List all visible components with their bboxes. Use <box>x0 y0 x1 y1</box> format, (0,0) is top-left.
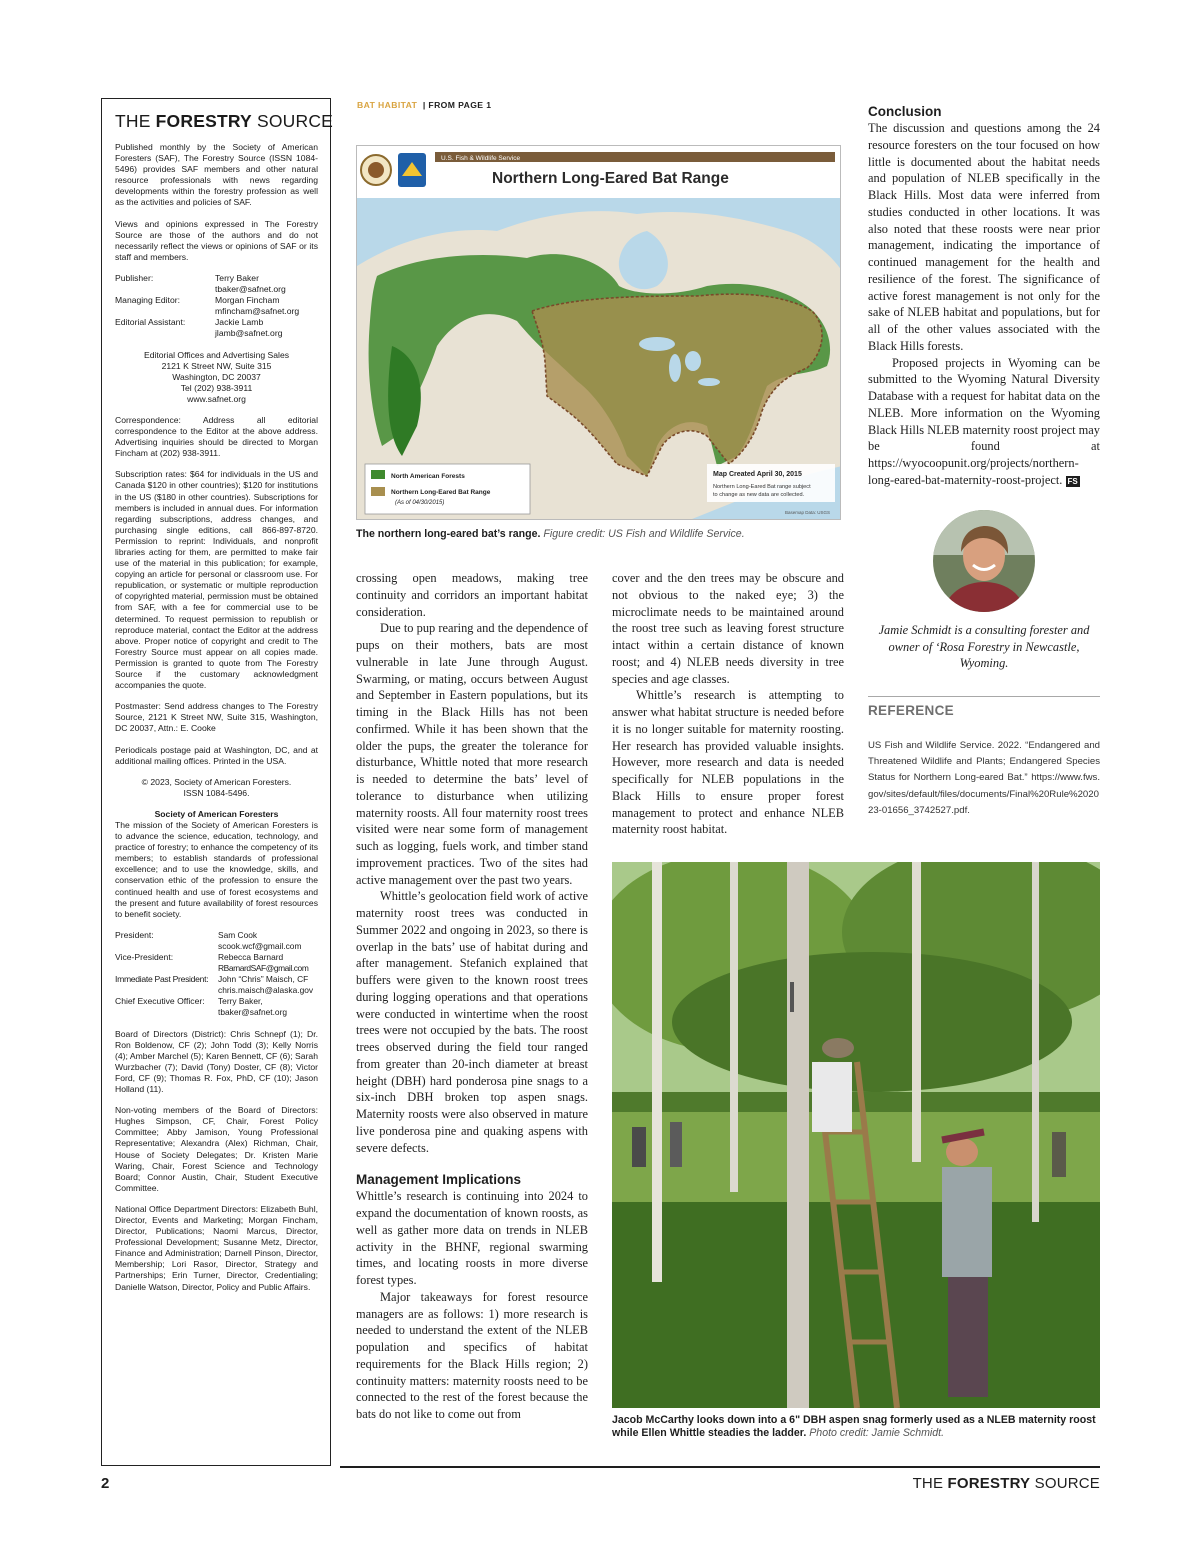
section-kicker <box>357 100 491 110</box>
map-title: Northern Long-Eared Bat Range <box>492 170 729 187</box>
photo-caption-lead: Jacob McCarthy looks down into a 6" DBH aspen snag formerly used as a NLEB maternity roost while Ellen Whittle steadies the ladder. <box>612 1414 1096 1440</box>
legend-forest-swatch <box>371 470 385 479</box>
map-agency: U.S. Fish & Wildlife Service <box>441 155 521 162</box>
map-lake-superior <box>639 337 675 351</box>
article-column-3 <box>868 103 1100 489</box>
officer-email: chris.maisch@alaska.gov <box>218 985 314 996</box>
map-lake-michigan <box>669 354 681 382</box>
footer-title: THE FORESTRY SOURCE <box>912 1475 1100 1492</box>
staff-email: jlamb@safnet.org <box>215 328 283 339</box>
staff-role: Managing Editor: <box>115 295 180 306</box>
officer-email: RBarnardSAF@gmail.com <box>218 963 309 974</box>
body-paragraph: cover and the den trees may be obscure and not obvious to the naked eye; 3) the microclimate needs to be maintained around the roost tree such as leaving forest structure intact within a certain distance of known roost; and 4) NLEB needs diversity in tree species and age classes. <box>612 571 844 686</box>
staff-name: Morgan Fincham <box>215 295 280 306</box>
body-paragraph: crossing open meadows, making tree continuity and corridors an important habitat consideration. <box>356 571 588 619</box>
legend-range-swatch <box>371 487 385 496</box>
author-photo <box>933 510 1035 612</box>
body-paragraph: Whittle’s geolocation field work of active maternity roost trees was conducted in Summer 2022 and ongoing in 2023, so there is overlap in the bats’ use of habitat during and after management. Stefanich explained that buffers were given to the known roost trees during logging operations and that operations were conducted in wintertime when the roost trees were not occupied by the bats. The roost trees observed during the field tour ranged from greater than 20-inch diameter at breast height (DBH) hard ponderosa pine snags to a six-inch DBH broken top aspen snags. Maternity roosts were also observed in mature live ponderosa pine and quaking aspens with severe defects. <box>356 889 588 1155</box>
org-name: Society of American Foresters <box>154 808 279 819</box>
postmaster-note: Postmaster: Send address changes to The Forestry Source, 2121 K Street NW, Suite 315, Washington, DC 20037, Attn.: E. Cooke <box>115 701 318 734</box>
staff-email: mfincham@safnet.org <box>215 306 300 317</box>
officer-email: scook.wcf@gmail.com <box>218 940 302 951</box>
map-lake-erie <box>698 378 720 386</box>
officer-role: Vice-President: <box>115 952 174 962</box>
kicker-jump: | FROM PAGE 1 <box>422 100 492 110</box>
editorial-offices: Editorial Offices and Advertising Sales 2121 K Street NW, Suite 315 Washington, DC 20037 Tel (202) 938-3911 www.safnet.org <box>143 349 290 404</box>
body-paragraph: Proposed projects in Wyoming can be submitted to the Wyoming Natural Diversity Database with a request for habitat data on the NLEB. More information on the Wyoming Black Hills NLEB maternity roost project may be found at https://wyocoopunit.org/projects/northern-long-eared-bat-maternity-roost-project. FS <box>868 355 1100 487</box>
staff-list <box>115 273 318 340</box>
masthead-box <box>101 98 334 1466</box>
author-bio: Jamie Schmidt is a consulting forester and owner of ‘Rosa Forestry in Newcastle, Wyoming. <box>878 623 1090 670</box>
staff-name: Terry Baker <box>215 272 259 283</box>
officers-list <box>115 930 318 1019</box>
staff-email: tbaker@safnet.org <box>215 284 286 295</box>
masthead-views: Views and opinions expressed in The Forestry Source are those of the authors and do not necessarily reflect the views or opinions of SAF or its staff and members. <box>115 218 318 262</box>
field-photo <box>612 862 1100 1408</box>
conclusion-heading: Conclusion <box>868 104 942 119</box>
map-created-date: Map Created April 30, 2015 <box>713 471 802 478</box>
officer-name: Terry Baker, <box>218 996 263 1007</box>
article-column-1 <box>356 570 588 1423</box>
mission-statement: The mission of the Society of American Foresters is to advance the science, education, technology, and practice of forestry; to enhance the competency of its members; to establish standards of professional excellence; and to use the knowledge, skills, and conservation ethic of the profession to ensure the continued health and use of forest ecosystems and the present and future availability of forest resources to benefit society. <box>115 819 318 919</box>
management-heading: Management Implications <box>356 1172 522 1188</box>
article-column-2 <box>612 570 844 838</box>
subscription-note: Subscription rates: $64 for individuals in the US and Canada $120 in other countries); $120 for institutions in the US ($180 in other countries). Subscriptions for members is included in annual dues. For information regarding subscriptions, address changes, and purchasing single editions, call 866-897-8720. Permission to reprint: Individuals, and nonprofit libraries acting for them, are permitted to make fair use of the material in this publication; for example, copying an article for personal or classroom use. For republication, or systematic or multiple reproduction of copyrighted material, permission must be obtained from SAF, with a fee for commercial use to be determined. To request permission to republish or reproduce material, contact the Editor at the address above. Proper notice of copyright and credit to The Forestry Source must appear on all copies made. Permission is granted to quote from The Forestry Source if the customary acknowledgment accompanies the quote. <box>115 469 318 691</box>
body-paragraph: Whittle’s research is attempting to answer what habitat structure is needed before it is no longer suitable for maternity roosting. Her research has provided valuable insights. However, more research and data is needed specifically for NLEB populations in the Black Hills to ensure proper forest management to protect and enhance NLEB maternity roost habitat. <box>612 688 844 837</box>
officer-role: Immediate Past President: <box>115 974 209 985</box>
bat-range-map <box>356 145 841 520</box>
body-paragraph: Due to pup rearing and the dependence of pups on their mothers, bats are most vulnerable in late June through August. Swarming, or mating, occurs between August and September in Eastern populations, but its timing in the Black Hills has not been confirmed. While it has been shown that the older the pups, the greater the tolerance for disturbance, Whittle noted that more research is needed to determine the bats’ level of tolerance to disturbance when utilizing maternity roosts. All four maternity roost trees visited were near some form of management such as logging, fuels work, and timber stand improvement practices. Two of the sites had active management over the past two years. <box>356 621 588 887</box>
officer-name: Rebecca Barnard <box>218 952 284 962</box>
correspondence-note: Correspondence: Address all editorial correspondence to the Editor at the above address. Advertising inquiries should be directed to Morgan Fincham at (202) 938-3911. <box>115 414 318 459</box>
officer-name: Sam Cook <box>218 929 258 940</box>
map-graphic <box>357 146 841 520</box>
kicker-section: BAT HABITAT <box>357 100 418 110</box>
periodicals-note: Periodicals postage paid at Washington, DC, and at additional mailing offices. Printed in the USA. <box>115 744 318 766</box>
staff-name: Jackie Lamb <box>215 317 264 328</box>
officer-role: Chief Executive Officer: <box>115 996 205 1007</box>
map-lake-huron <box>685 351 701 371</box>
officer-email: tbaker@safnet.org <box>218 1007 288 1018</box>
map-note-line2: to change as new data are collected. <box>713 492 805 498</box>
masthead-intro: Published monthly by the Society of American Foresters (SAF), The Forestry Source (ISSN 1084-5496) provides SAF members and other natural resource professionals with news regarding developments within the forestry profession as well as the activities and policies of SAF. <box>115 142 318 208</box>
map-basemap-credit: Basemap Data: USGS <box>785 510 831 515</box>
legend-forest-label: North American Forests <box>391 473 465 480</box>
map-caption <box>356 528 846 541</box>
staff-role: Editorial Assistant: <box>115 317 186 328</box>
page-number: 2 <box>101 1475 110 1492</box>
field-photo-graphic <box>612 862 1100 1408</box>
staff-role: Publisher: <box>115 272 154 283</box>
reference-heading: REFERENCE <box>868 703 954 718</box>
map-note-line1: Northern Long-Eared Bat range subject <box>713 484 811 490</box>
author-avatar <box>933 510 1035 612</box>
officer-name: John “Chris” Maisch, CF <box>218 974 309 985</box>
officer-role: President: <box>115 929 154 940</box>
body-paragraph: Whittle’s research is continuing into 2024 to expand the documentation of known roosts, as well as gather more data on trends in NLEB activity in the BHNF, regional swarming times, and locating roosts in more diverse forest types. <box>356 1189 588 1287</box>
masthead-title: THE FORESTRY SOURCE <box>115 111 334 131</box>
body-paragraph: The discussion and questions among the 24 resource foresters on the tour focused on how little is documented about the habitat needs and population of NLEB specifically in the Black Hills. Most data were inferred from studies conducted in other locations. It was also noted that these roosts were near prior management, indicating the importance of continued management for the health and resilience of the forest. The significance of active forest management is not only for the sake of NLEB habitat and populations, but for all of the other values associated with the Black Hills forests. <box>868 121 1100 353</box>
body-paragraph: Major takeaways for forest resource managers are as follows: 1) more research is needed to understand the extent of the NLEB population and specifics of habitat requirements for the Black Hills region; 2) continuity matters: maternity roosts need to be connected to the rest of the forest because the bats do not like to come out from <box>356 1289 588 1421</box>
national-office-directors: National Office Department Directors: Elizabeth Buhl, Director, Events and Marketing; Morgan Fincham, Director, Publications; Naomi Marcus, Director, Professional Development; Susanne Metz, Director, Finance and Administration; Darnell Pinson, Director, Membership; Lori Rasor, Director, Strategy and Partnerships; Erin Turner, Director, Credentialing; Danielle Watson, Director, Policy and Public Affairs. <box>115 1203 318 1292</box>
map-caption-lead: The northern long-eared bat’s range. <box>356 528 541 540</box>
copyright-note: © 2023, Society of American Foresters. ISSN 1084-5496. <box>141 776 292 798</box>
reference-divider <box>868 696 1100 697</box>
legend-range-date: (As of 04/30/2015) <box>395 500 445 506</box>
reference-text: US Fish and Wildlife Service. 2022. “Endangered and Threatened Wildlife and Plants; Endangered Species Status for Northern Long-eared Bat.” https://www.fws.gov/sites/default/files/documents/Final%20Rule%202023-01656_3742527.pdf. <box>868 740 1100 816</box>
doi-seal-center <box>368 162 384 178</box>
nonvoting-members: Non-voting members of the Board of Directors: Hughes Simpson, CF, Chair, Forest Policy Committee; Abby Jamison, Young Professional Representative; Alexandra (Alex) Richman, Chair, House of Society Delegates; Dr. Kristen Marie Waring, Chair, Forest Science and Technology Board; Connor Austin, Chair, Student Executive Committee. <box>115 1105 318 1193</box>
footer-rule <box>340 1466 1100 1468</box>
legend-range-label: Northern Long-Eared Bat Range <box>391 489 491 496</box>
board-directors: Board of Directors (District): Chris Schnepf (1); Dr. Ron Boldenow, CF (2); John Todd (3); Kelly Norris (4); Amber Marchel (5); Karen Bennett, CF (6); Sarah Wurzbacher (7); David (Tony) Doster, CF (8); Victor Ford, CF (9); Thomas R. Fox, PhD, CF (10); Jason Holland (11). <box>115 1028 318 1095</box>
photo-caption-credit: Photo credit: Jamie Schmidt. <box>809 1427 945 1440</box>
map-caption-credit: Figure credit: US Fish and Wildlife Service. <box>543 528 745 540</box>
photo-caption <box>612 1414 1100 1440</box>
end-of-story-badge: FS <box>1067 476 1078 486</box>
